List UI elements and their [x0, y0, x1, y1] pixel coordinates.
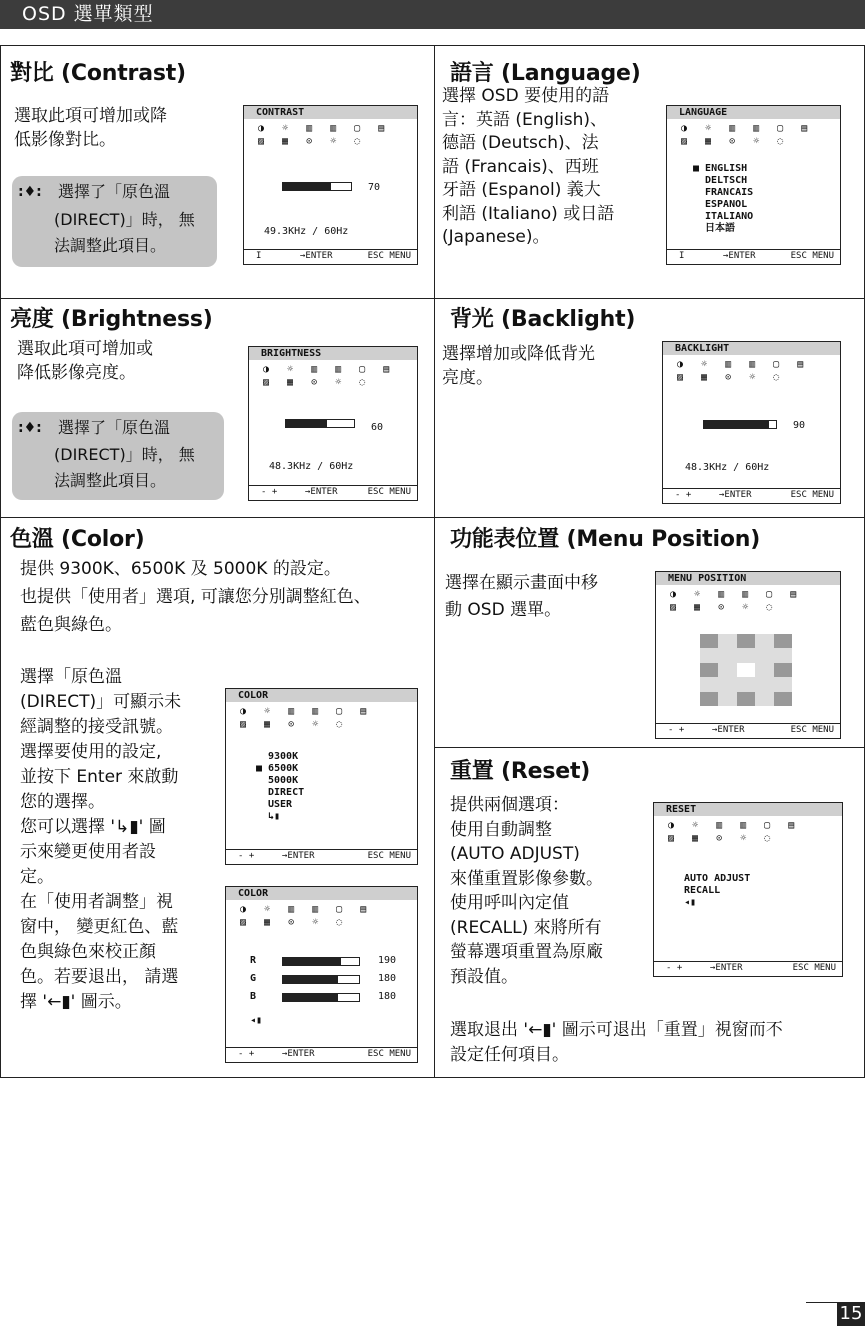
osd-icon-row: ◑ ☼ ▥ ▥ ▢ ▤ — [668, 820, 801, 831]
blue-level-bar — [282, 993, 360, 1002]
exit-icon: ◂▮ — [250, 1015, 263, 1026]
osd-icon-row: ▨ ▦ ⊙ ☼ ◌ — [668, 833, 777, 844]
osd-icon-row: ◑ ☼ ▥ ▥ ▢ ▤ — [677, 359, 810, 370]
osd-icon-row: ◑ ☼ ▥ ▥ ▢ ▤ — [258, 123, 391, 134]
language-heading: 語言 (Language) — [450, 61, 641, 86]
osd-icon-row: ▨ ▦ ⊙ ☼ ◌ — [681, 136, 790, 147]
osd-title: COLOR — [226, 887, 417, 900]
position-grid[interactable] — [700, 634, 792, 706]
osd-title: BRIGHTNESS — [249, 347, 417, 360]
reset-heading: 重置 (Reset) — [450, 759, 591, 784]
osd-title: BACKLIGHT — [663, 342, 840, 355]
menu-position-body: 選擇在顯示畫面中移 動 OSD 選單。 — [445, 573, 598, 620]
contrast-body: 選取此項可增加或降 低影像對比。 — [14, 106, 167, 150]
green-level-bar — [282, 975, 360, 984]
frequency-readout: 49.3KHz / 60Hz — [264, 226, 349, 237]
backlight-osd: BACKLIGHT ◑ ☼ ▥ ▥ ▢ ▤ ▨ ▦ ⊙ ☼ ◌ 90 48.3KHz / 60Hz - + →ENTER ESC MENU — [662, 341, 841, 504]
osd-icon-row: ◑ ☼ ▥ ▥ ▢ ▤ — [670, 589, 803, 600]
language-osd: LANGUAGE ◑ ☼ ▥ ▥ ▢ ▤ ▨ ▦ ⊙ ☼ ◌ ■ ENGLISH DELTSCH FRANCAIS ESPANOL ITALIANO 日本語 I →ENTER ESC MENU — [666, 105, 841, 265]
page-number: 15 — [837, 1302, 865, 1326]
color-body: 選擇「原色溫 (DIRECT)」可顯示未 經調整的接受訊號。 選擇要使用的設定, 並按下 Enter 來啟動 您的選擇。 您可以選擇 '↳▮' 圖 示來變更使用者設 定。 在「使用者調整」視 窗中， 變更紅色、藍 色與綠色來校正顏 色。若要退出， 請選 擇 '←▮' 圖示。 — [20, 667, 182, 1012]
color-heading: 色溫 (Color) — [10, 527, 145, 552]
frequency-readout: 48.3KHz / 60Hz — [685, 462, 770, 473]
brightness-note: :♦: 選擇了「原色溫 (DIRECT)」時， 無 法調整此項目。 — [12, 412, 224, 500]
osd-icon-row: ◑ ☼ ▥ ▥ ▢ ▤ — [240, 904, 373, 915]
osd-icon-row: ▨ ▦ ⊙ ☼ ◌ — [670, 602, 779, 613]
contrast-note: :♦: 選擇了「原色溫 (DIRECT)」時， 無 法調整此項目。 — [12, 176, 217, 267]
color-options: 9300K ■ 6500K 5000K DIRECT USER ↳▮ — [256, 751, 305, 822]
frequency-readout: 48.3KHz / 60Hz — [269, 461, 354, 472]
reset-options: AUTO ADJUST RECALL ◂▮ — [684, 873, 751, 908]
color-user-osd: COLOR ◑ ☼ ▥ ▥ ▢ ▤ ▨ ▦ ⊙ ☼ ◌ R G B 190 180 180 ◂▮ - + →ENTER ESC MENU — [225, 886, 418, 1063]
contrast-osd: CONTRAST ◑ ☼ ▥ ▥ ▢ ▤ ▨ ▦ ⊙ ☼ ◌ 70 49.3KHz / 60Hz I →ENTER ESC MENU — [243, 105, 418, 265]
page-header-title: OSD 選單類型 — [22, 3, 154, 25]
osd-icon-row: ▨ ▦ ⊙ ☼ ◌ — [677, 372, 786, 383]
lightbulb-icon: :♦: — [18, 184, 42, 200]
osd-title: CONTRAST — [244, 106, 417, 119]
osd-icon-row: ◑ ☼ ▥ ▥ ▢ ▤ — [240, 706, 373, 717]
lightbulb-icon: :♦: — [18, 420, 42, 436]
osd-title: MENU POSITION — [656, 572, 840, 585]
backlight-body: 選擇增加或降低背光 亮度。 — [442, 344, 595, 388]
contrast-value: 70 — [368, 182, 381, 193]
backlight-value: 90 — [793, 420, 806, 431]
brightness-value: 60 — [371, 422, 384, 433]
color-intro: 提供 9300K、6500K 及 5000K 的設定。 也提供「使用者」選項, 可讓您分別調整紅色、 藍色與綠色。 — [20, 559, 371, 635]
language-options: ■ ENGLISH DELTSCH FRANCAIS ESPANOL ITALIANO 日本語 — [693, 163, 754, 234]
osd-title: COLOR — [226, 689, 417, 702]
brightness-level-bar — [285, 419, 355, 428]
page-number-rule — [806, 1302, 837, 1303]
contrast-level-bar — [282, 182, 352, 191]
brightness-heading: 亮度 (Brightness) — [10, 307, 213, 332]
page-header — [0, 0, 865, 29]
contrast-heading: 對比 (Contrast) — [10, 61, 186, 86]
brightness-body: 選取此項可增加或 降低影像亮度。 — [17, 339, 153, 383]
osd-title: LANGUAGE — [667, 106, 840, 119]
reset-footer: 選取退出 '←▮' 圖示可退出「重置」視窗而不 設定任何項目。 — [450, 1020, 783, 1065]
osd-icon-row: ▨ ▦ ⊙ ☼ ◌ — [258, 136, 367, 147]
brightness-osd: BRIGHTNESS ◑ ☼ ▥ ▥ ▢ ▤ ▨ ▦ ⊙ ☼ ◌ 60 48.3KHz / 60Hz - + →ENTER ESC MENU — [248, 346, 418, 501]
osd-icon-row: ◑ ☼ ▥ ▥ ▢ ▤ — [263, 364, 396, 375]
language-body: 選擇 OSD 要使用的語 言：英語 (English)、 德語 (Deutsch)、法 語 (Francais)、西班 牙語 (Espanol) 義大 利語 (Italiano) 或日語 (Japanese)。 — [442, 86, 615, 247]
osd-icon-row: ▨ ▦ ⊙ ☼ ◌ — [240, 917, 349, 928]
red-level-bar — [282, 957, 360, 966]
osd-icon-row: ▨ ▦ ⊙ ☼ ◌ — [263, 377, 372, 388]
osd-icon-row: ◑ ☼ ▥ ▥ ▢ ▤ — [681, 123, 814, 134]
color-osd: COLOR ◑ ☼ ▥ ▥ ▢ ▤ ▨ ▦ ⊙ ☼ ◌ 9300K ■ 6500K 5000K DIRECT USER ↳▮ - + →ENTER ESC MENU — [225, 688, 418, 865]
osd-title: RESET — [654, 803, 842, 816]
reset-body: 提供兩個選項： 使用自動調整 (AUTO ADJUST) 來僅重置影像參數。 使用呼叫內定值 (RECALL) 來將所有 螢幕選項重置為原廠 預設值。 — [450, 795, 603, 987]
osd-icon-row: ▨ ▦ ⊙ ☼ ◌ — [240, 719, 349, 730]
reset-osd: RESET ◑ ☼ ▥ ▥ ▢ ▤ ▨ ▦ ⊙ ☼ ◌ AUTO ADJUST RECALL ◂▮ - + →ENTER ESC MENU — [653, 802, 843, 977]
menu-position-heading: 功能表位置 (Menu Position) — [450, 527, 761, 552]
backlight-heading: 背光 (Backlight) — [450, 307, 636, 332]
backlight-level-bar — [703, 420, 777, 429]
menu-position-osd: MENU POSITION ◑ ☼ ▥ ▥ ▢ ▤ ▨ ▦ ⊙ ☼ ◌ - + →ENTER ESC MENU — [655, 571, 841, 739]
